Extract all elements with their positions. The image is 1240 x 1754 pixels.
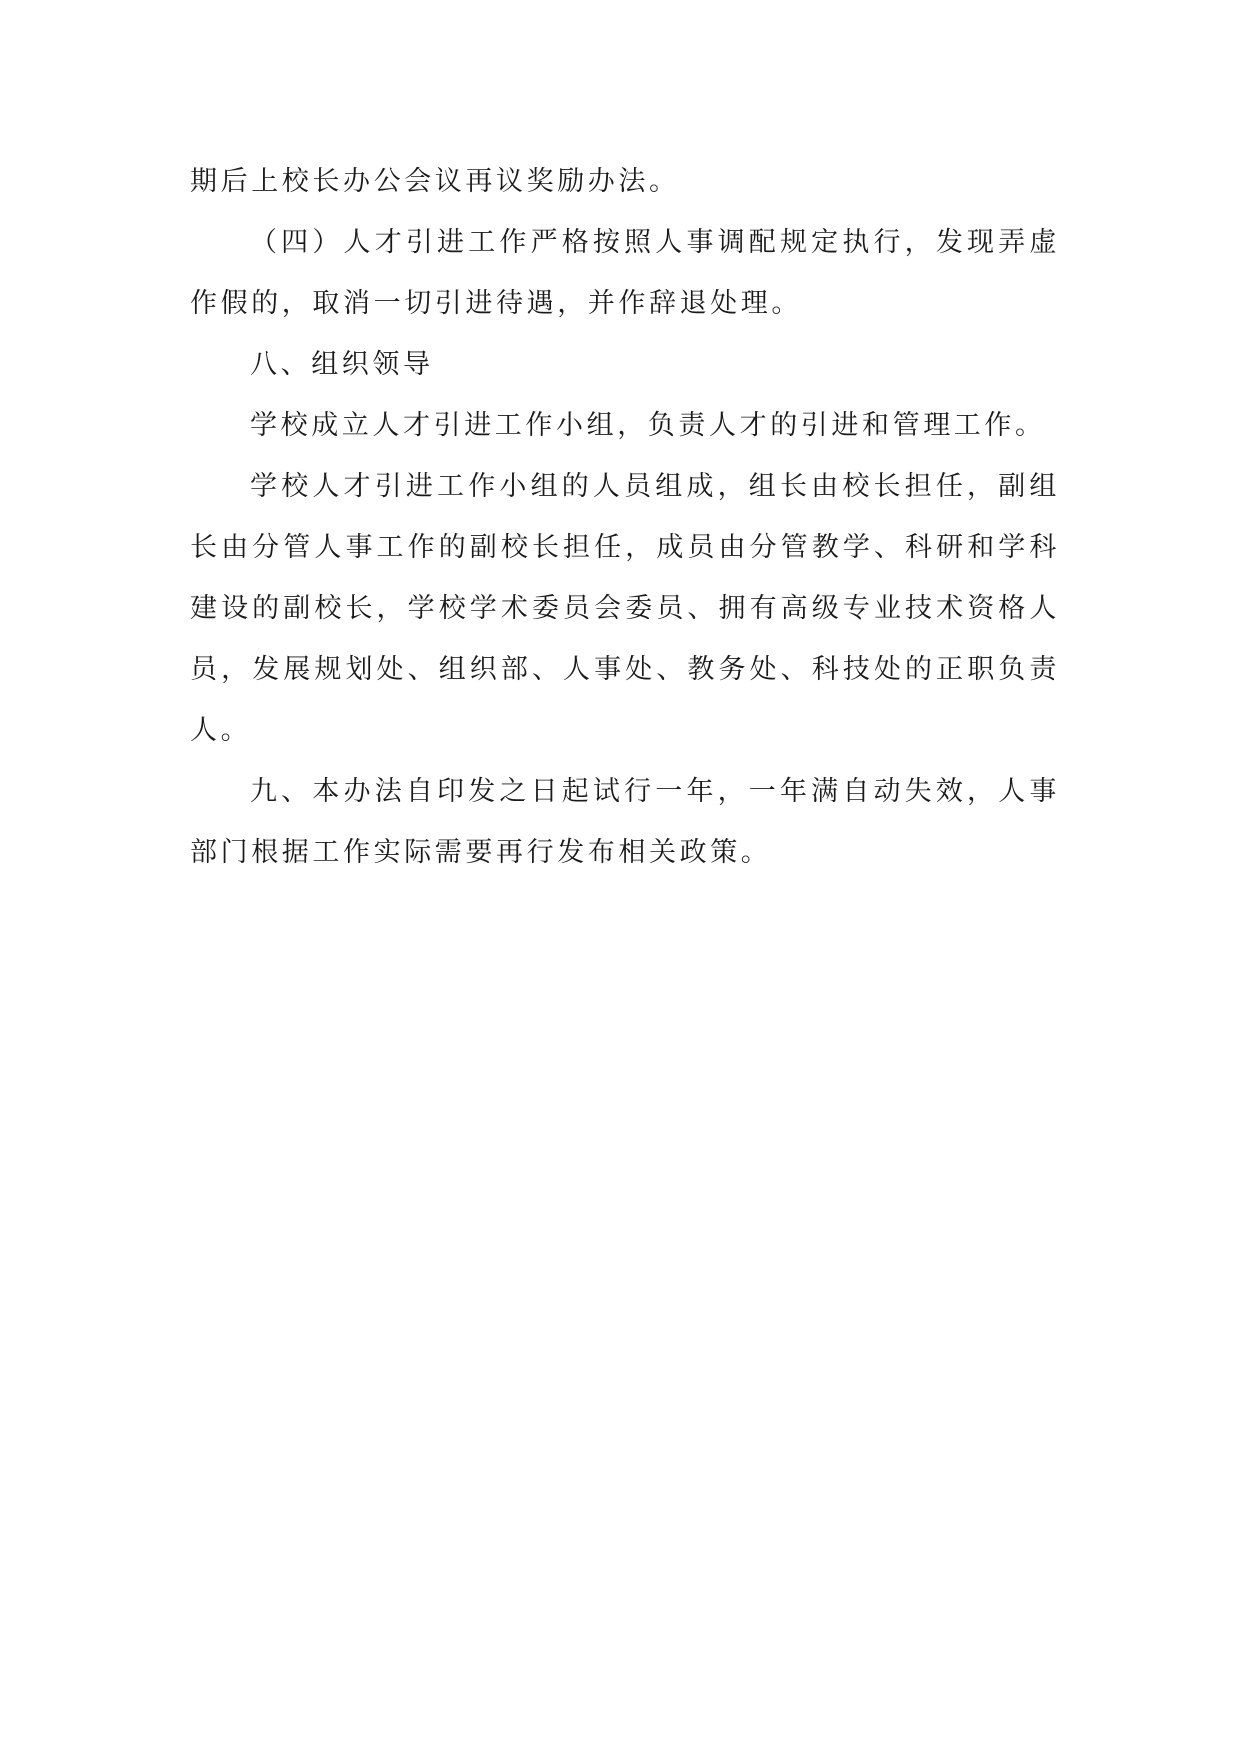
section-item-nine: 九、本办法自印发之日起试行一年，一年满自动失效，人事部门根据工作实际需要再行发布相关政策。: [190, 776, 1060, 868]
paragraph-working-group: 学校成立人才引进工作小组，负责人才的引进和管理工作。: [250, 410, 1046, 441]
paragraph-continuation: 期后上校长办公会议再议奖励办法。: [190, 166, 680, 197]
paragraph-group-composition: 学校人才引进工作小组的人员组成，组长由校长担任，副组长由分管人事工作的副校长担任，成员由分管教学、科研和学科建设的副校长，学校学术委员会委员、拥有高级专业技术资格人员，发展规划处、组织部、人事处、教务处、科技处的正职负责人。: [190, 471, 1060, 746]
section-heading-eight: 八、组织领导: [250, 349, 434, 380]
document-body: [190, 151, 1060, 883]
paragraph-item-four: （四）人才引进工作严格按照人事调配规定执行，发现弄虚作假的，取消一切引进待遇，并作辞退处理。: [190, 227, 1060, 319]
